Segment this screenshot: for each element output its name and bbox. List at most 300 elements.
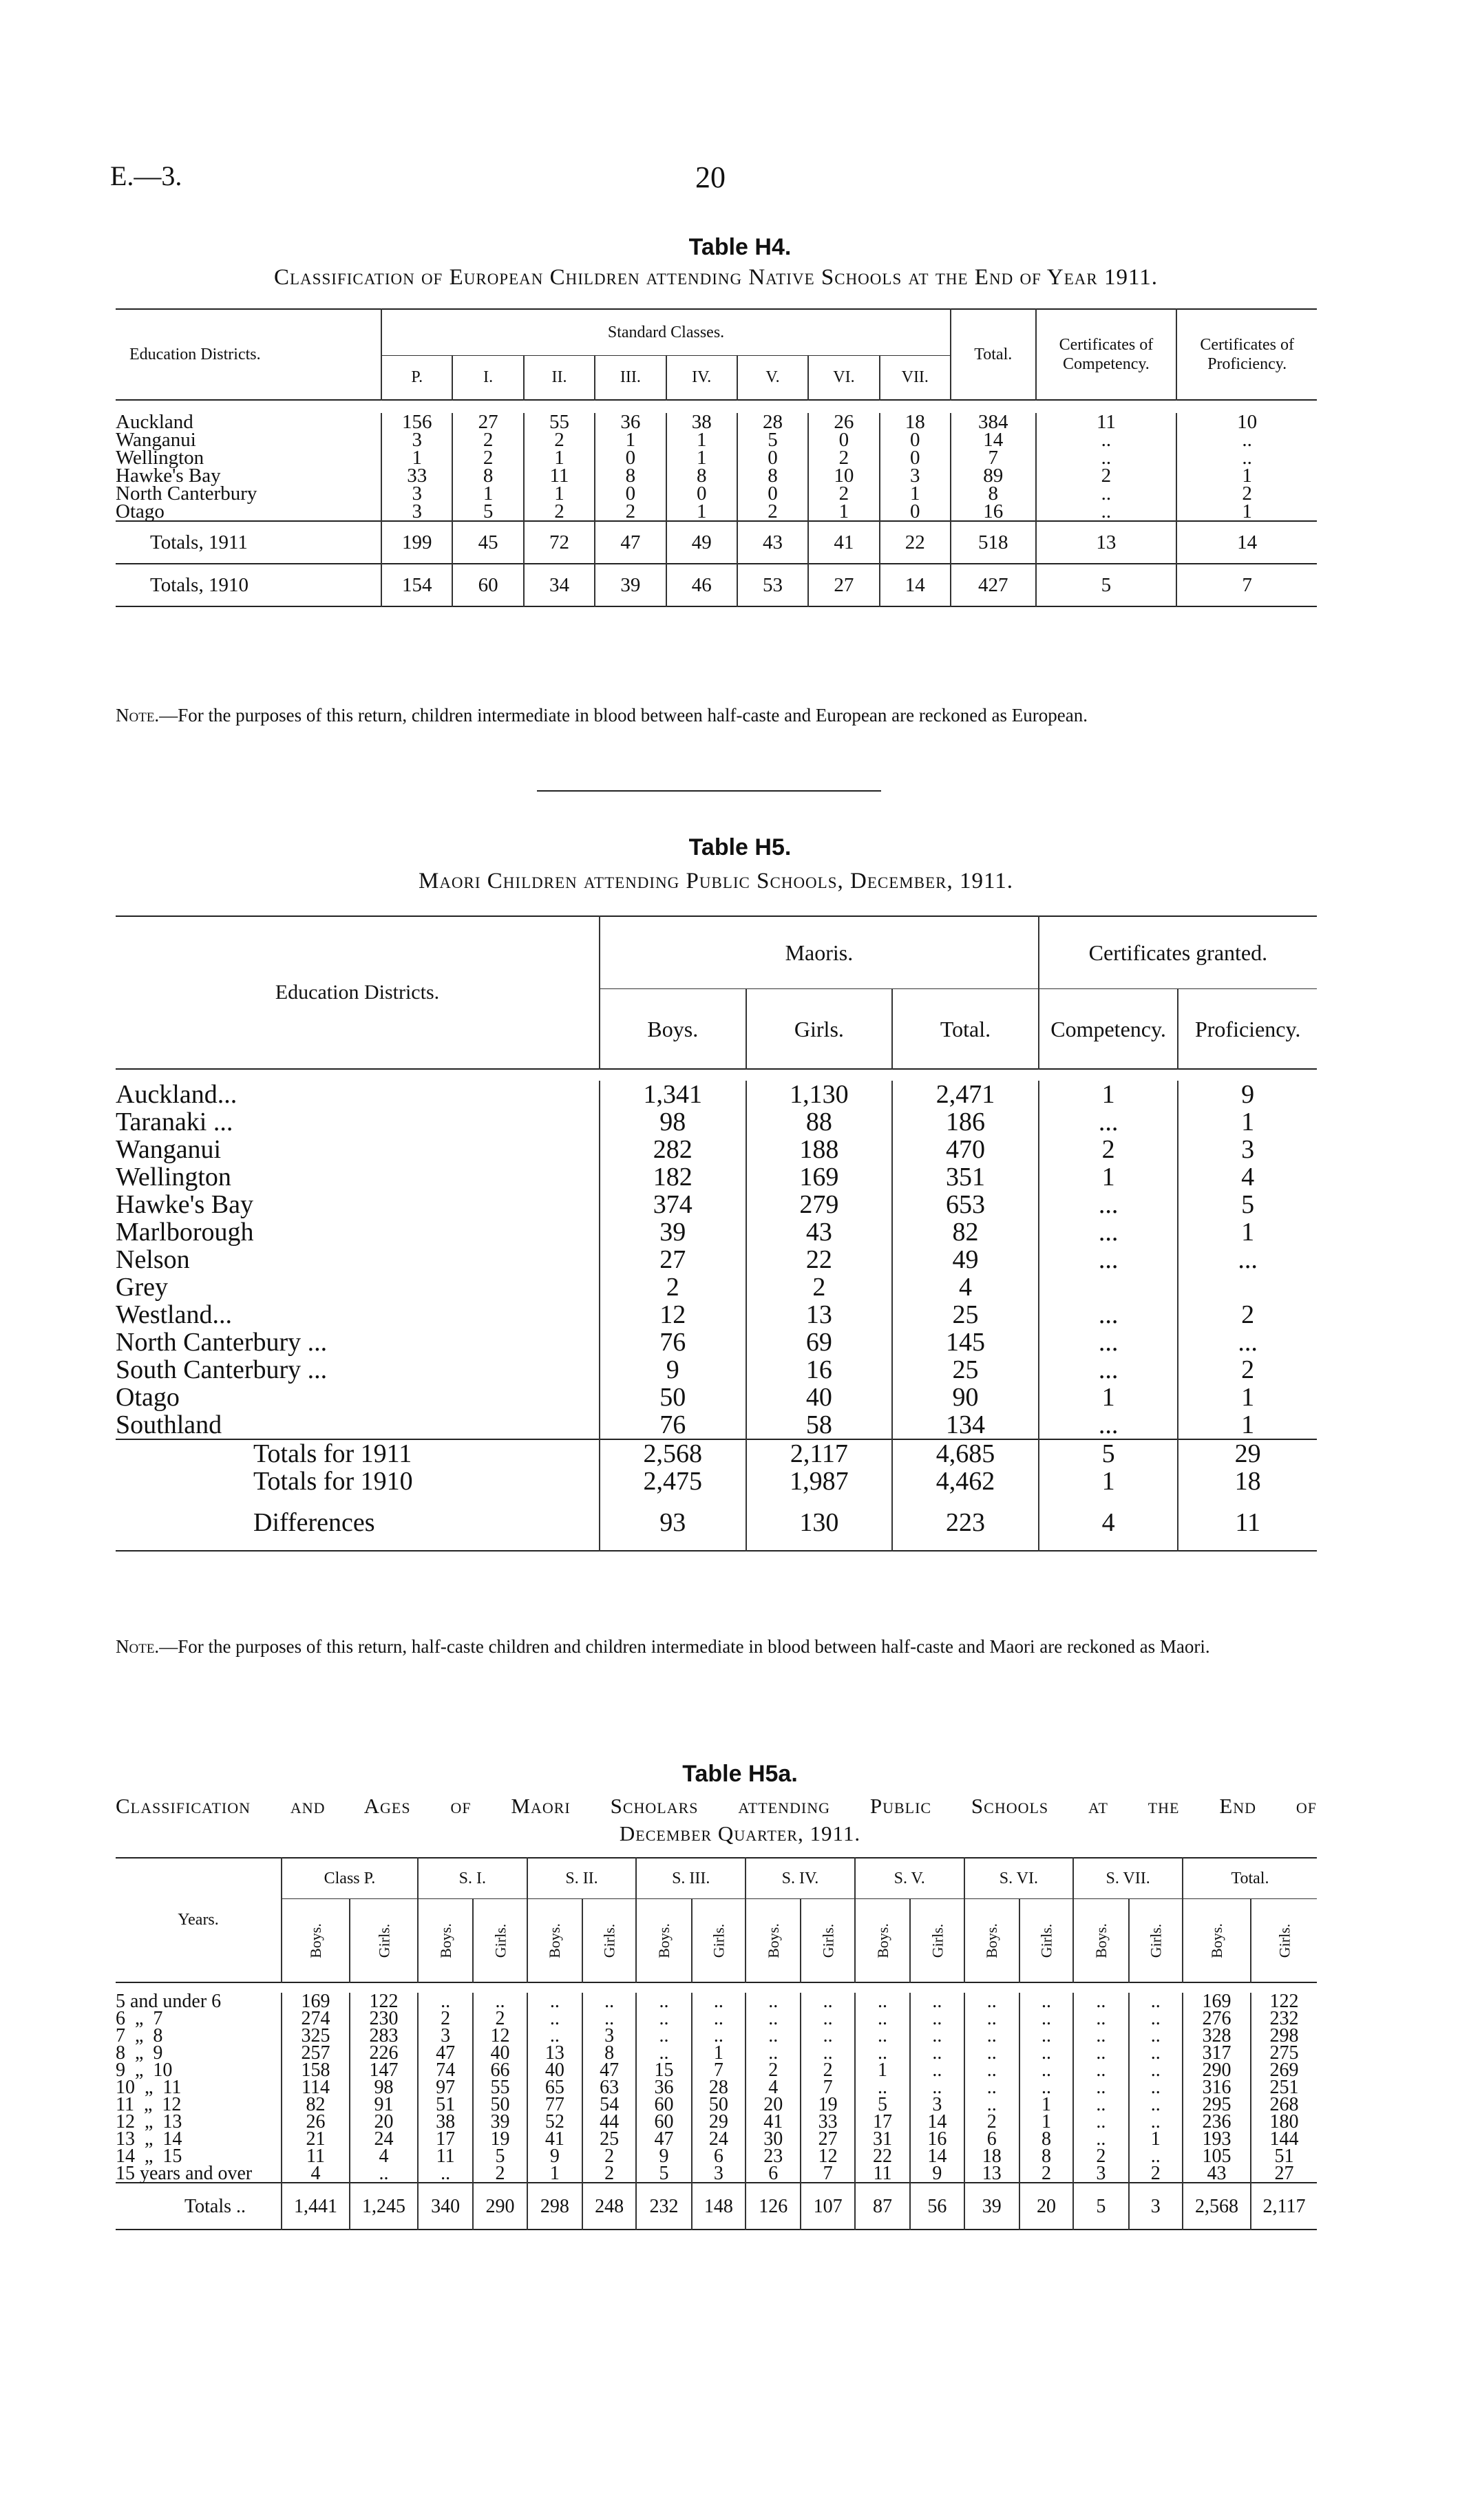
h4-total-cell: 199 bbox=[381, 521, 452, 564]
h5a-cell: .. bbox=[910, 2044, 964, 2062]
h5a-cell: 74 bbox=[418, 2062, 473, 2079]
h5-cell: 182 bbox=[600, 1163, 746, 1191]
h5a-cell: 11 bbox=[282, 2148, 350, 2165]
h4-cell: 3 bbox=[381, 502, 452, 521]
h5a-boys-label: Boys. bbox=[436, 1923, 454, 1958]
h4-district-name: Hawke's Bay bbox=[116, 465, 221, 487]
h5a-cell: 275 bbox=[1251, 2044, 1317, 2062]
h5-sub-header: Total. bbox=[892, 989, 1039, 1069]
h4-cell: .. bbox=[1036, 431, 1177, 449]
table-row bbox=[116, 502, 1317, 521]
h4-cell: 1 bbox=[1176, 502, 1317, 521]
h5a-class-header: S. I. bbox=[418, 1858, 527, 1899]
h5a-cell: 27 bbox=[801, 2130, 854, 2148]
h5a-cell: .. bbox=[910, 2079, 964, 2096]
h5a-boys-header bbox=[282, 1899, 350, 1983]
h5a-boys-header bbox=[1073, 1899, 1128, 1983]
h4-total-cell: 427 bbox=[951, 564, 1036, 606]
h5a-total-cell: 39 bbox=[964, 2183, 1019, 2230]
h5a-cell: 47 bbox=[636, 2130, 691, 2148]
h5a-cell: 290 bbox=[1183, 2062, 1251, 2079]
h4-cell: 3 bbox=[381, 485, 452, 502]
h5a-girls-label: Girls. bbox=[1037, 1923, 1055, 1958]
h4-cell: 0 bbox=[880, 502, 951, 521]
h5-cell: 43 bbox=[746, 1218, 893, 1246]
h5-cell bbox=[1178, 1273, 1317, 1301]
h5a-cell: 1 bbox=[1129, 2130, 1183, 2148]
h4-cell: 36 bbox=[595, 413, 666, 431]
h5a-girls-header bbox=[692, 1899, 746, 1983]
h4-cell: 8 bbox=[595, 467, 666, 485]
table-row bbox=[116, 485, 1317, 502]
h5a-total-cell: 1,245 bbox=[350, 2183, 418, 2230]
h5a-cell: 13 bbox=[527, 2044, 582, 2062]
h5a-cell: .. bbox=[692, 1993, 746, 2010]
h5-cell: 2 bbox=[1039, 1136, 1178, 1163]
h5-district-name: Wellington bbox=[116, 1163, 231, 1192]
h4-competency-header: Certificates of Competency. bbox=[1036, 309, 1177, 400]
h5a-cell: 40 bbox=[527, 2062, 582, 2079]
h5-cell: 9 bbox=[600, 1356, 746, 1384]
h5a-cell: .. bbox=[855, 2027, 910, 2044]
h5a-boys-label: Boys. bbox=[983, 1923, 1001, 1958]
h4-class-header: VII. bbox=[880, 355, 951, 400]
h5-district-name: Southland bbox=[116, 1410, 222, 1439]
h4-cell: 3 bbox=[880, 467, 951, 485]
h5-cell: 1 bbox=[1178, 1108, 1317, 1136]
h5a-cell: .. bbox=[1129, 2079, 1183, 2096]
h5a-cell: .. bbox=[1073, 2096, 1128, 2113]
h4-total-cell: 22 bbox=[880, 521, 951, 564]
table-row bbox=[116, 449, 1317, 467]
h5a-total-cell: 248 bbox=[582, 2183, 636, 2230]
h5a-age-label: 13 „ 14 bbox=[116, 2128, 182, 2150]
table-row bbox=[116, 1328, 1317, 1356]
table-h5-note: Note.—For the purposes of this return, half-caste children and children intermediate in blood between half-caste and Maori are reckoned as Maori. bbox=[116, 1636, 1210, 1657]
h4-class-header: V. bbox=[737, 355, 808, 400]
h5a-cell: .. bbox=[964, 2062, 1019, 2079]
h5-total-cell: 1,987 bbox=[746, 1468, 893, 1495]
table-row bbox=[116, 1108, 1317, 1136]
h5a-cell: .. bbox=[1129, 2027, 1183, 2044]
h4-district-name: Otago bbox=[116, 500, 165, 522]
h5a-cell: .. bbox=[1129, 2062, 1183, 2079]
h5a-cell: 325 bbox=[282, 2027, 350, 2044]
table-row bbox=[116, 1136, 1317, 1163]
h5a-class-header: S. V. bbox=[855, 1858, 964, 1899]
h5-total-cell: 5 bbox=[1039, 1439, 1178, 1468]
h4-cell: 2 bbox=[737, 502, 808, 521]
h4-totals-label: Totals, 1910 bbox=[150, 574, 249, 596]
h5a-class-header: S. VII. bbox=[1073, 1858, 1183, 1899]
h5-cell: 40 bbox=[746, 1384, 893, 1411]
h4-cell: 2 bbox=[524, 502, 595, 521]
h5-cell: 22 bbox=[746, 1246, 893, 1273]
h5a-cell: 122 bbox=[1251, 1993, 1317, 2010]
h4-total-cell: 154 bbox=[381, 564, 452, 606]
h5a-cell: 2 bbox=[582, 2165, 636, 2183]
h5-cell: 2 bbox=[746, 1273, 893, 1301]
h5a-cell: 28 bbox=[692, 2079, 746, 2096]
h5a-cell: 98 bbox=[350, 2079, 418, 2096]
h5-cell: 1,130 bbox=[746, 1081, 893, 1108]
table-row bbox=[116, 1218, 1317, 1246]
table-row bbox=[116, 431, 1317, 449]
h5a-total-cell: 232 bbox=[636, 2183, 691, 2230]
h4-cell: 27 bbox=[452, 413, 523, 431]
h5a-cell: 50 bbox=[692, 2096, 746, 2113]
h5a-cell: 24 bbox=[692, 2130, 746, 2148]
h4-total-cell: 43 bbox=[737, 521, 808, 564]
h5a-cell: 269 bbox=[1251, 2062, 1317, 2079]
h5-cell: 1,341 bbox=[600, 1081, 746, 1108]
h5a-cell: .. bbox=[746, 2044, 801, 2062]
h5a-cell: 25 bbox=[582, 2130, 636, 2148]
h5a-cell: 24 bbox=[350, 2130, 418, 2148]
h4-cell: 2 bbox=[808, 485, 879, 502]
h4-cell: 3 bbox=[381, 431, 452, 449]
h5a-cell: 5 bbox=[855, 2096, 910, 2113]
table-h5a-caption-line2: December Quarter, 1911. bbox=[619, 1821, 861, 1845]
h4-total-cell: 53 bbox=[737, 564, 808, 606]
h5-cell: 25 bbox=[892, 1356, 1039, 1384]
h4-cell: 1 bbox=[808, 502, 879, 521]
h4-cell: 5 bbox=[737, 431, 808, 449]
h5a-cell: 43 bbox=[1183, 2165, 1251, 2183]
h4-district-name: North Canterbury bbox=[116, 483, 257, 505]
h4-cell: 0 bbox=[737, 449, 808, 467]
h5a-cell: 11 bbox=[855, 2165, 910, 2183]
h5a-total-cell: 3 bbox=[1129, 2183, 1183, 2230]
h4-cell: 0 bbox=[880, 449, 951, 467]
h5-cell: 1 bbox=[1178, 1218, 1317, 1246]
h5-cell: 49 bbox=[892, 1246, 1039, 1273]
h5-cell: 50 bbox=[600, 1384, 746, 1411]
h5a-cell: 4 bbox=[746, 2079, 801, 2096]
h5a-cell: .. bbox=[964, 2027, 1019, 2044]
h5-cell: 188 bbox=[746, 1136, 893, 1163]
h4-proficiency-header: Certificates of Proficiency. bbox=[1176, 309, 1317, 400]
h5-cell: 470 bbox=[892, 1136, 1039, 1163]
h5-totals-label: Totals for 1910 bbox=[253, 1467, 413, 1496]
h5-cell: ... bbox=[1039, 1328, 1178, 1356]
h5a-cell: 3 bbox=[418, 2027, 473, 2044]
h4-cell: 5 bbox=[452, 502, 523, 521]
h5a-age-label: 9 „ 10 bbox=[116, 2060, 173, 2081]
h5a-cell: .. bbox=[350, 2165, 418, 2183]
h5-district-name: Wanganui bbox=[116, 1135, 222, 1164]
h5a-cell: .. bbox=[746, 1993, 801, 2010]
h5-cell: ... bbox=[1178, 1328, 1317, 1356]
table-row bbox=[116, 1246, 1317, 1273]
h4-total-cell: 7 bbox=[1176, 564, 1317, 606]
h5-cell: ... bbox=[1178, 1246, 1317, 1273]
h5a-total-cell: 56 bbox=[910, 2183, 964, 2230]
h5-cell: ... bbox=[1039, 1301, 1178, 1328]
h5a-total-cell: 20 bbox=[1019, 2183, 1073, 2230]
h5a-cell: 114 bbox=[282, 2079, 350, 2096]
h5-cell: 2 bbox=[600, 1273, 746, 1301]
h4-class-header: VI. bbox=[808, 355, 879, 400]
h5-district-name: Grey bbox=[116, 1273, 168, 1302]
h5a-cell: 12 bbox=[801, 2148, 854, 2165]
h5a-cell: .. bbox=[1019, 1993, 1073, 2010]
h5a-cell: .. bbox=[582, 2010, 636, 2027]
h4-cell: .. bbox=[1176, 431, 1317, 449]
h5a-cell: .. bbox=[1129, 2010, 1183, 2027]
h5-cell: 3 bbox=[1178, 1136, 1317, 1163]
h5a-boys-label: Boys. bbox=[306, 1923, 324, 1958]
h5-cell: 2 bbox=[1178, 1301, 1317, 1328]
h4-cell: 1 bbox=[524, 449, 595, 467]
h5a-cell: 230 bbox=[350, 2010, 418, 2027]
h5a-cell: 30 bbox=[746, 2130, 801, 2148]
h5a-girls-header bbox=[801, 1899, 854, 1983]
h5a-total-cell: 5 bbox=[1073, 2183, 1128, 2230]
h5-cell: 653 bbox=[892, 1191, 1039, 1218]
h5a-cell: 41 bbox=[527, 2130, 582, 2148]
h5a-girls-header bbox=[582, 1899, 636, 1983]
h5a-boys-header bbox=[964, 1899, 1019, 1983]
h5a-cell: 60 bbox=[636, 2113, 691, 2130]
h5a-cell: 193 bbox=[1183, 2130, 1251, 2148]
h5-cell: 12 bbox=[600, 1301, 746, 1328]
h5-totals-label: Totals for 1911 bbox=[253, 1439, 412, 1468]
h5a-cell: .. bbox=[801, 2027, 854, 2044]
h4-cell: 1 bbox=[381, 449, 452, 467]
h5a-cell: 9 bbox=[910, 2165, 964, 2183]
h5a-cell: .. bbox=[636, 2010, 691, 2027]
h5a-cell: 2 bbox=[1073, 2148, 1128, 2165]
h4-total-cell: 46 bbox=[666, 564, 737, 606]
h5a-girls-label: Girls. bbox=[491, 1923, 509, 1958]
h5a-age-label: 8 „ 9 bbox=[116, 2042, 163, 2064]
totals-row bbox=[116, 1439, 1317, 1468]
h5-diff-cell: 223 bbox=[892, 1495, 1039, 1551]
h5a-cell: 276 bbox=[1183, 2010, 1251, 2027]
h5a-cell: 20 bbox=[746, 2096, 801, 2113]
h5a-cell: .. bbox=[746, 2010, 801, 2027]
h5a-cell: .. bbox=[418, 1993, 473, 2010]
h5a-cell: 9 bbox=[636, 2148, 691, 2165]
document-reference: E.—3. bbox=[110, 160, 182, 191]
table-h5a-caption-line1: Classification and Ages of Maori Scholars attending Public Schools at the End of bbox=[116, 1794, 1317, 1818]
h5a-cell: 47 bbox=[582, 2062, 636, 2079]
h5a-cell: 27 bbox=[1251, 2165, 1317, 2183]
h5-cell: ... bbox=[1039, 1356, 1178, 1384]
h4-cell: 384 bbox=[951, 413, 1036, 431]
h5a-cell: 1 bbox=[1019, 2096, 1073, 2113]
h5a-age-label: 15 years and over bbox=[116, 2163, 253, 2184]
h5a-girls-header bbox=[1251, 1899, 1317, 1983]
h4-class-header: III. bbox=[595, 355, 666, 400]
h5a-girls-label: Girls. bbox=[374, 1923, 392, 1958]
h4-total-cell: 72 bbox=[524, 521, 595, 564]
totals-row bbox=[116, 2183, 1317, 2230]
h5a-class-header: S. VI. bbox=[964, 1858, 1074, 1899]
h5-district-name: South Canterbury ... bbox=[116, 1355, 328, 1384]
h5a-cell: 19 bbox=[473, 2130, 527, 2148]
table-row bbox=[116, 413, 1317, 431]
h5a-age-label: 7 „ 8 bbox=[116, 2025, 163, 2046]
h5a-cell: .. bbox=[1073, 2044, 1128, 2062]
h5a-cell: 38 bbox=[418, 2113, 473, 2130]
h5a-cell: .. bbox=[692, 2027, 746, 2044]
h5a-cell: .. bbox=[1129, 2044, 1183, 2062]
h4-total-cell: 45 bbox=[452, 521, 523, 564]
h5-cell: 88 bbox=[746, 1108, 893, 1136]
h5a-cell: 54 bbox=[582, 2096, 636, 2113]
h5a-cell: 105 bbox=[1183, 2148, 1251, 2165]
h5a-class-header: S. IV. bbox=[746, 1858, 855, 1899]
h4-cell: .. bbox=[1176, 449, 1317, 467]
h5a-cell: .. bbox=[1129, 2096, 1183, 2113]
table-h5-caption: Maori Children attending Public Schools, December, 1911. bbox=[418, 869, 1013, 893]
h5a-cell: 13 bbox=[964, 2165, 1019, 2183]
h5a-cell: 33 bbox=[801, 2113, 854, 2130]
h5-total-cell: 2,568 bbox=[600, 1439, 746, 1468]
h5-cell: 5 bbox=[1178, 1191, 1317, 1218]
h4-cell: 0 bbox=[880, 431, 951, 449]
h5-district-name: Hawke's Bay bbox=[116, 1190, 253, 1219]
h4-cell: 0 bbox=[737, 485, 808, 502]
h4-total-cell: 39 bbox=[595, 564, 666, 606]
h5-cell: 82 bbox=[892, 1218, 1039, 1246]
h5a-boys-header bbox=[636, 1899, 691, 1983]
h5-cell: 374 bbox=[600, 1191, 746, 1218]
h5-cell: 279 bbox=[746, 1191, 893, 1218]
h5a-cell: 298 bbox=[1251, 2027, 1317, 2044]
h4-cell: 7 bbox=[951, 449, 1036, 467]
h4-cell: 11 bbox=[524, 467, 595, 485]
h5a-total-cell: 340 bbox=[418, 2183, 473, 2230]
h5-cell: ... bbox=[1039, 1108, 1178, 1136]
h5a-cell: 51 bbox=[1251, 2148, 1317, 2165]
h5-cell: ... bbox=[1039, 1246, 1178, 1273]
h5a-cell: 82 bbox=[282, 2096, 350, 2113]
h5a-cell: 4 bbox=[282, 2165, 350, 2183]
differences-row bbox=[116, 1495, 1317, 1551]
h5a-cell: .. bbox=[964, 2079, 1019, 2096]
h5-differences-label: Differences bbox=[253, 1508, 375, 1537]
h4-total-cell: 14 bbox=[1176, 521, 1317, 564]
h4-cell: 8 bbox=[666, 467, 737, 485]
h5a-cell: 257 bbox=[282, 2044, 350, 2062]
h5a-cell: .. bbox=[910, 2010, 964, 2027]
h4-total-cell: 518 bbox=[951, 521, 1036, 564]
h5a-boys-header bbox=[746, 1899, 801, 1983]
h5a-cell: 52 bbox=[527, 2113, 582, 2130]
h5a-boys-header bbox=[527, 1899, 582, 1983]
h5a-cell: 66 bbox=[473, 2062, 527, 2079]
h5a-cell: 7 bbox=[801, 2165, 854, 2183]
h5a-total-cell: 290 bbox=[473, 2183, 527, 2230]
h5a-cell: 65 bbox=[527, 2079, 582, 2096]
h5a-cell: 20 bbox=[350, 2113, 418, 2130]
h4-total-cell: 34 bbox=[524, 564, 595, 606]
h5a-cell: 14 bbox=[910, 2113, 964, 2130]
h5a-cell: 91 bbox=[350, 2096, 418, 2113]
h5a-cell: .. bbox=[1129, 1993, 1183, 2010]
h5a-cell: .. bbox=[1129, 2113, 1183, 2130]
h4-total-cell: 27 bbox=[808, 564, 879, 606]
table-h4 bbox=[116, 308, 1317, 607]
h5a-cell: 2 bbox=[473, 2010, 527, 2027]
h5a-cell: 23 bbox=[746, 2148, 801, 2165]
h5a-cell: .. bbox=[527, 1993, 582, 2010]
h4-cell: 0 bbox=[595, 449, 666, 467]
h5a-class-header: S. II. bbox=[527, 1858, 637, 1899]
h5a-cell: .. bbox=[964, 2044, 1019, 2062]
h4-district-name: Auckland bbox=[116, 411, 193, 433]
h5-cell: 76 bbox=[600, 1411, 746, 1439]
h5a-cell: .. bbox=[801, 2010, 854, 2027]
h5-district-name: North Canterbury ... bbox=[116, 1328, 328, 1357]
h5a-cell: 3 bbox=[582, 2027, 636, 2044]
page-number: 20 bbox=[695, 160, 726, 194]
table-row bbox=[116, 1273, 1317, 1301]
h5a-boys-label: Boys. bbox=[1092, 1923, 1110, 1958]
h4-district-name: Wellington bbox=[116, 447, 204, 469]
h5a-cell: 17 bbox=[418, 2130, 473, 2148]
h5-cell: 1 bbox=[1039, 1384, 1178, 1411]
h5a-cell: 40 bbox=[473, 2044, 527, 2062]
h5a-boys-label: Boys. bbox=[1207, 1923, 1225, 1958]
h4-cell: 0 bbox=[808, 431, 879, 449]
h4-totals-label: Totals, 1911 bbox=[150, 531, 248, 553]
h5-cell: 2 bbox=[1178, 1356, 1317, 1384]
h5a-cell: .. bbox=[855, 2044, 910, 2062]
h5a-cell: 36 bbox=[636, 2079, 691, 2096]
h5a-girls-header bbox=[910, 1899, 964, 1983]
table-row bbox=[116, 1163, 1317, 1191]
h4-total-cell: 41 bbox=[808, 521, 879, 564]
h5a-cell: 226 bbox=[350, 2044, 418, 2062]
h5a-boys-label: Boys. bbox=[764, 1923, 782, 1958]
totals-row bbox=[116, 521, 1317, 564]
h5a-boys-header bbox=[855, 1899, 910, 1983]
h5a-cell: 283 bbox=[350, 2027, 418, 2044]
h4-cell: 1 bbox=[666, 431, 737, 449]
totals-row bbox=[116, 564, 1317, 606]
h5a-cell: 63 bbox=[582, 2079, 636, 2096]
h5a-cell: .. bbox=[1073, 2010, 1128, 2027]
h5-cell: 16 bbox=[746, 1356, 893, 1384]
table-row bbox=[116, 1191, 1317, 1218]
h4-cell: 1 bbox=[666, 502, 737, 521]
h4-district-header: Education Districts. bbox=[129, 346, 261, 363]
h5-cell: 9 bbox=[1178, 1081, 1317, 1108]
h5a-girls-header bbox=[350, 1899, 418, 1983]
h4-cell: 26 bbox=[808, 413, 879, 431]
table-h4-caption: Classification of European Children attending Native Schools at the End of Year 1911. bbox=[274, 265, 1158, 290]
h5a-girls-label: Girls. bbox=[928, 1923, 946, 1958]
h5a-cell: 147 bbox=[350, 2062, 418, 2079]
h5a-cell: 144 bbox=[1251, 2130, 1317, 2148]
h5-total-cell: 4,685 bbox=[892, 1439, 1039, 1468]
h5a-cell: .. bbox=[473, 1993, 527, 2010]
h5-cell: 13 bbox=[746, 1301, 893, 1328]
h5a-cell: 2 bbox=[801, 2062, 854, 2079]
h5a-cell: 7 bbox=[692, 2062, 746, 2079]
h5a-cell: .. bbox=[1073, 2113, 1128, 2130]
h5-diff-cell: 11 bbox=[1178, 1495, 1317, 1551]
h5a-cell: 295 bbox=[1183, 2096, 1251, 2113]
h4-cell: 1 bbox=[1176, 467, 1317, 485]
h5-cell: ... bbox=[1039, 1411, 1178, 1439]
h5a-cell: 2 bbox=[746, 2062, 801, 2079]
h5a-cell: 22 bbox=[855, 2148, 910, 2165]
